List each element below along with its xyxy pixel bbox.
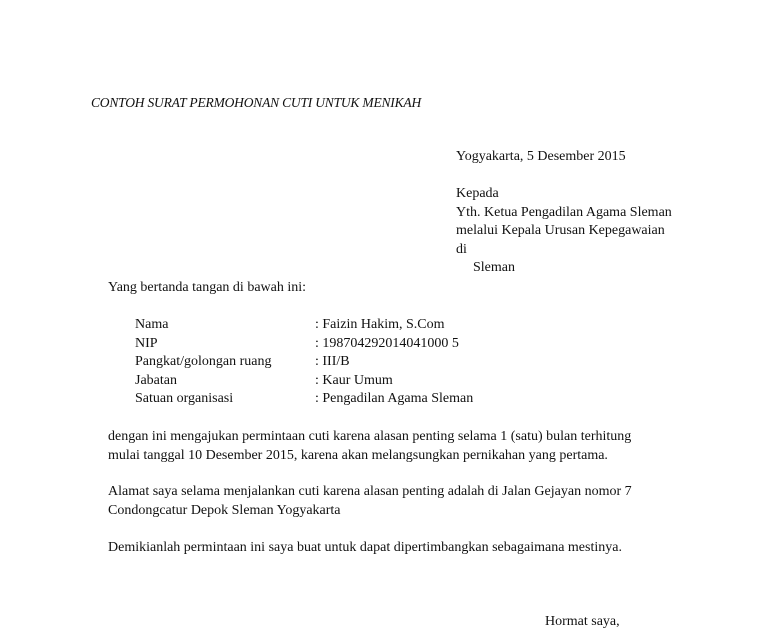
recipient-line: Kepada — [456, 186, 499, 201]
field-label: Satuan organisasi — [135, 391, 234, 406]
field-row-pangkat — [135, 353, 473, 372]
recipient-line: Yth. Ketua Pengadilan Agama Sleman — [456, 204, 672, 220]
field-label: Nama — [135, 317, 169, 332]
field-label: NIP — [135, 335, 158, 351]
place-date: Yogyakarta, 5 Desember 2015 — [456, 149, 626, 164]
field-value: : Kaur Umum — [315, 372, 393, 388]
recipient-block — [456, 185, 672, 278]
field-value: : 198704292014041000 5 — [315, 335, 459, 351]
field-label: Pangkat/golongan ruang — [135, 354, 272, 369]
employee-fields — [135, 316, 473, 409]
field-row-satuan — [135, 390, 473, 409]
field-value: : Pengadilan Agama Sleman — [315, 391, 474, 406]
paragraph-line: mulai tanggal 10 Desember 2015, karena akan melangsungkan pernikahan yang pertama. — [108, 447, 608, 463]
paragraph-line: dengan ini mengajukan permintaan cuti karena alasan penting selama 1 (satu) bulan terhitung — [108, 429, 632, 444]
field-row-jabatan — [135, 372, 473, 391]
document-title: CONTOH SURAT PERMOHONAN CUTI UNTUK MENIKAH — [91, 95, 422, 110]
field-label: Jabatan — [135, 372, 177, 388]
recipient-line: Sleman — [473, 260, 515, 275]
paragraph-line: Alamat saya selama menjalankan cuti karena alasan penting adalah di Jalan Gejayan nomor 7 — [108, 484, 632, 499]
field-row-nip — [135, 335, 473, 354]
paragraph-address — [108, 483, 632, 520]
recipient-line: melalui Kepala Urusan Kepegawaian — [456, 223, 665, 238]
paragraph-line: Condongcatur Depok Sleman Yogyakarta — [108, 502, 341, 518]
intro-text: Yang bertanda tangan di bawah ini: — [108, 280, 307, 295]
field-value: : III/B — [315, 354, 350, 369]
paragraph-request — [108, 428, 631, 465]
closing-salutation: Hormat saya, — [545, 614, 620, 629]
paragraph-closing: Demikianlah permintaan ini saya buat untuk dapat dipertimbangkan sebagaimana mestinya. — [108, 540, 622, 555]
field-row-nama — [135, 316, 473, 335]
recipient-line: di — [456, 241, 467, 257]
field-value: : Faizin Hakim, S.Com — [315, 317, 445, 332]
